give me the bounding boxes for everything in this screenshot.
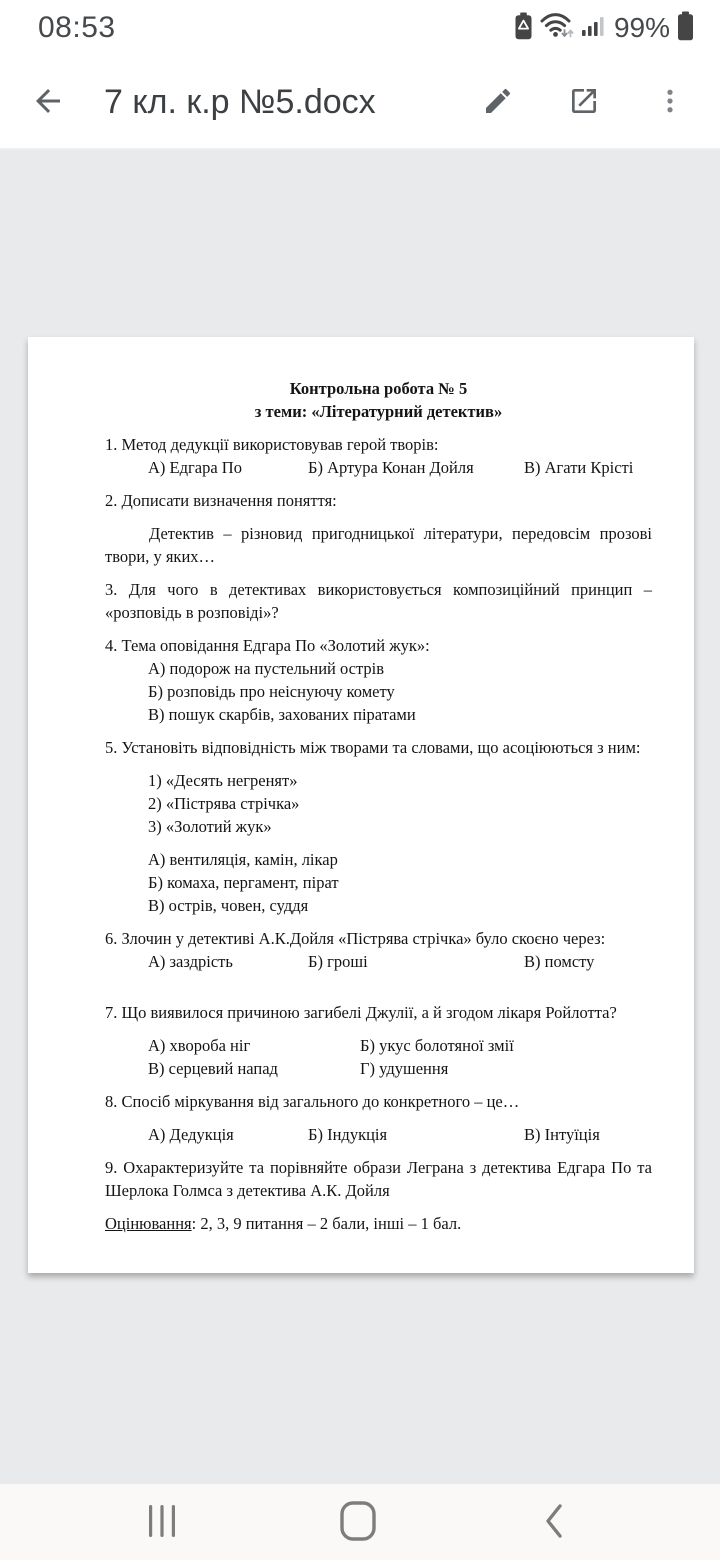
overflow-menu-icon xyxy=(655,86,685,119)
option: Б) Артура Конан Дойля xyxy=(308,458,474,477)
option: В) пошук скарбів, захованих піратами xyxy=(148,705,416,724)
option: В) Агати Крісті xyxy=(524,458,634,477)
scoring-label: Оцінювання xyxy=(105,1214,192,1233)
app-bar xyxy=(0,56,720,150)
question-8-options xyxy=(105,1123,652,1146)
option: Б) гроші xyxy=(308,952,368,971)
battery-saver-icon xyxy=(514,12,533,45)
recents-button[interactable] xyxy=(136,1496,188,1548)
scoring-text: : 2, 3, 9 питання – 2 бали, інші – 1 бал. xyxy=(191,1214,462,1233)
question-5-associations xyxy=(105,848,652,917)
list-item: А) вентиляція, камін, лікар xyxy=(148,850,338,869)
document-page xyxy=(28,337,694,1273)
question-4-text: 4. Тема оповідання Едгара По «Золотий жук»: xyxy=(105,636,430,655)
question-8: 8. Спосіб міркування від загального до конкретного – це… xyxy=(105,1092,520,1111)
recents-icon xyxy=(148,1504,176,1541)
back-arrow-icon xyxy=(30,83,66,122)
battery-percent: 99% xyxy=(613,12,670,43)
question-2-definition: Детектив – різновид пригодницької літератури, передовсім прозові твори, у яких… xyxy=(105,524,652,566)
options-row xyxy=(105,1057,652,1080)
battery-icon xyxy=(677,11,694,46)
back-icon xyxy=(544,1503,564,1542)
question-9: 9. Охарактеризуйте та порівняйте образи Леграна з детектива Едгара По та Шерлока Голмса з детектива А.К. Дойля xyxy=(105,1158,652,1200)
option: В) серцевий напад xyxy=(148,1059,278,1078)
doc-heading-line1: Контрольна робота № 5 xyxy=(289,379,468,398)
option: В) Інтуїція xyxy=(524,1125,600,1144)
option: Г) удушення xyxy=(360,1059,449,1078)
question-5: 5. Установіть відповідність між творами та словами, що асоціюються з ним: xyxy=(105,738,641,757)
wifi-icon xyxy=(540,11,574,46)
question-7: 7. Що виявилося причиною загибелі Джулії, а й згодом лікаря Ройлотта? xyxy=(105,1003,617,1022)
list-item: В) острів, човен, суддя xyxy=(148,896,309,915)
question-7-options xyxy=(105,1034,652,1080)
open-in-icon xyxy=(568,85,600,120)
status-bar xyxy=(0,0,720,56)
document-viewport[interactable] xyxy=(0,150,720,1484)
question-5-works xyxy=(105,769,652,838)
option: А) Едгара По xyxy=(148,458,242,477)
list-item: 3) «Золотий жук» xyxy=(148,817,272,836)
clock: 08:53 xyxy=(38,11,116,44)
doc-heading xyxy=(105,377,652,423)
question-1-options xyxy=(105,456,652,479)
question-3: 3. Для чого в детективах використовується композиційний принцип – «розповідь в розповіді»? xyxy=(105,580,652,622)
list-item: 1) «Десять негренят» xyxy=(148,771,298,790)
list-item: 2) «Пістрява стрічка» xyxy=(148,794,300,813)
status-icons xyxy=(514,11,694,46)
options-row xyxy=(105,1034,652,1057)
question-2-text: 2. Дописати визначення поняття: xyxy=(105,491,337,510)
edit-pencil-icon xyxy=(482,85,514,120)
option: А) Дедукція xyxy=(148,1125,234,1144)
back-nav-button[interactable] xyxy=(528,1496,580,1548)
option: А) заздрість xyxy=(148,952,233,971)
back-button[interactable] xyxy=(22,76,74,128)
list-item: Б) комаха, пергамент, пірат xyxy=(148,873,339,892)
overflow-menu-button[interactable] xyxy=(644,76,696,128)
question-4 xyxy=(105,634,652,726)
scoring-line xyxy=(105,1212,652,1235)
option: В) помсту xyxy=(524,952,595,971)
question-6-text: 6. Злочин у детективі А.К.Дойля «Пістрява стрічка» було скоєно через: xyxy=(105,929,606,948)
option: Б) Індукція xyxy=(308,1125,388,1144)
signal-strength-icon xyxy=(581,13,605,44)
question-2 xyxy=(105,489,652,512)
question-1-text: 1. Метод дедукції використовував герой творів: xyxy=(105,435,439,454)
option: Б) розповідь про неіснуючу комету xyxy=(148,682,395,701)
navigation-bar xyxy=(0,1484,720,1560)
home-icon xyxy=(340,1501,376,1544)
doc-heading-line2: з теми: «Літературний детектив» xyxy=(254,402,503,421)
document-title: 7 кл. к.р №5.docx xyxy=(104,82,376,121)
question-1 xyxy=(105,433,652,479)
app-bar-actions xyxy=(472,76,696,128)
option: А) хвороба ніг xyxy=(148,1036,251,1055)
option: А) подорож на пустельний острів xyxy=(148,659,385,678)
edit-button[interactable] xyxy=(472,76,524,128)
question-6-options xyxy=(105,950,652,973)
option: Б) укус болотяної змії xyxy=(360,1036,514,1055)
question-6 xyxy=(105,927,652,973)
home-button[interactable] xyxy=(332,1496,384,1548)
open-in-button[interactable] xyxy=(558,76,610,128)
